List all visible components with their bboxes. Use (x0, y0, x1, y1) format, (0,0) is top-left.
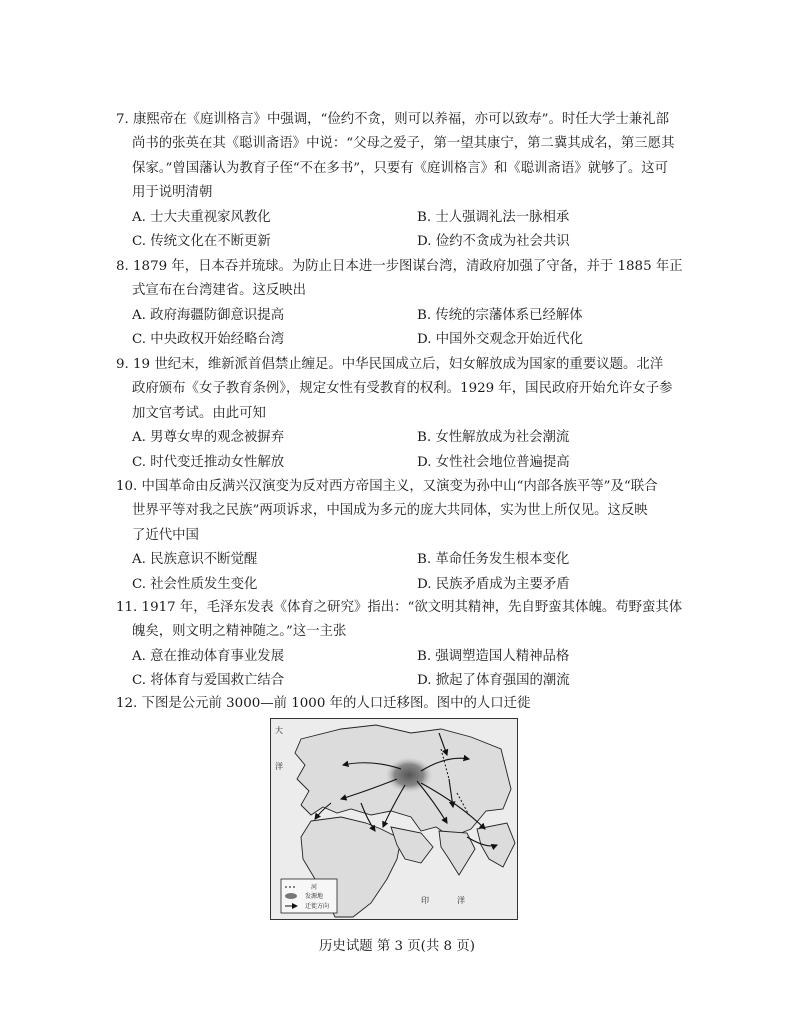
question-stem-line: 魄矣，则文明之精神随之。”这一主张 (132, 624, 347, 640)
map-label-indian-ocean-2: 洋 (457, 896, 465, 905)
question-stem-line: 用于说明清朝 (132, 185, 213, 201)
option-d[interactable]: D. 掀起了体育强国的潮流 (417, 673, 570, 689)
option-c[interactable]: C. 时代变迁推动女性解放 (132, 454, 285, 470)
map-label-ocean-left-2: 洋 (275, 762, 283, 771)
option-c[interactable]: C. 将体育与爱国救亡结合 (132, 673, 285, 689)
options (116, 304, 691, 353)
option-d[interactable]: D. 女性社会地位普遍提高 (417, 454, 570, 470)
option-c[interactable]: C. 中央政权开始经略台湾 (132, 332, 285, 348)
question-8 (116, 255, 691, 353)
option-a[interactable]: A. 意在推动体育事业发展 (132, 648, 285, 664)
question-stem-line: 尚书的张英在其《聪训斋语》中说：“父母之爱子，第一望其康宁，第二冀其成名，第三愿其 (132, 136, 675, 152)
legend-label-river: 河 (311, 884, 318, 891)
question-stem-line: 了近代中国 (132, 527, 199, 543)
question-stem-line: 式宣布在台湾建省。这反映出 (132, 283, 307, 299)
map-drawing (271, 719, 517, 919)
option-a[interactable]: A. 士大夫重视家风教化 (132, 209, 271, 225)
option-b[interactable]: B. 强调塑造国人精神品格 (417, 648, 570, 664)
options (116, 206, 691, 255)
question-stem: 10. 中国革命由反满兴汉演变为反对西方帝国主义，又演变为孙中山“内部各族平等”及“联合 (116, 479, 658, 494)
question-7 (116, 108, 691, 254)
page-footer: 历史试题 第 3 页(共 8 页) (319, 939, 475, 954)
question-10 (116, 475, 691, 597)
legend-label-direction: 迁徙方向 (305, 903, 330, 910)
legend-label-origin: 发源地 (305, 893, 324, 900)
question-stem: 8. 1879 年，日本吞并琉球。为防止日本进一步图谋台湾，清政府加强了守备，并于 1885 年正 (116, 259, 683, 274)
option-b[interactable]: B. 士人强调礼法一脉相承 (417, 209, 570, 225)
option-a[interactable]: A. 民族意识不断觉醒 (132, 552, 258, 568)
option-d[interactable]: D. 俭约不贪成为社会共识 (417, 234, 570, 250)
option-d[interactable]: D. 民族矛盾成为主要矛盾 (417, 576, 570, 592)
question-stem-line: 加文官考试。由此可知 (132, 405, 266, 421)
options (116, 548, 691, 597)
option-c[interactable]: C. 传统文化在不断更新 (132, 234, 271, 250)
map-label-indian-ocean: 印 (421, 896, 429, 905)
option-d[interactable]: D. 中国外交观念开始近代化 (417, 332, 584, 348)
question-11 (116, 596, 691, 694)
question-12 (116, 692, 691, 716)
option-b[interactable]: B. 革命任务发生根本变化 (417, 552, 570, 568)
question-stem: 7. 康熙帝在《庭训格言》中强调，“俭约不贪，则可以养福，亦可以致寿”。时任大学士兼礼部 (116, 112, 669, 127)
migration-map (270, 718, 518, 920)
options (116, 645, 691, 694)
option-b[interactable]: B. 女性解放成为社会潮流 (417, 430, 570, 446)
question-stem: 11. 1917 年，毛泽东发表《体育之研究》指出：“欲文明其精神，先自野蛮其体魄。苟野蛮其体 (116, 600, 683, 615)
origin-region (385, 757, 433, 793)
question-stem-line: 保家。”曾国藩认为教育子侄“不在多书”，只要有《庭训格言》和《聪训斋语》就够了。这可 (132, 160, 669, 176)
option-a[interactable]: A. 男尊女卑的观念被摒弃 (132, 430, 285, 446)
options (116, 426, 691, 475)
option-b[interactable]: B. 传统的宗藩体系已经解体 (417, 307, 583, 323)
question-9 (116, 353, 691, 475)
map-label-ocean-left: 大 (275, 726, 283, 735)
option-c[interactable]: C. 社会性质发生变化 (132, 576, 258, 592)
question-stem-line: 政府颁布《女子教育条例》，规定女性有受教育的权利。1929 年，国民政府开始允许女子参 (132, 381, 673, 397)
question-stem: 12. 下图是公元前 3000—前 1000 年的人口迁移图。图中的人口迁徙 (116, 696, 531, 711)
question-stem: 9. 19 世纪末，维新派首倡禁止缠足。中华民国成立后，妇女解放成为国家的重要议题。北洋 (116, 357, 664, 372)
option-a[interactable]: A. 政府海疆防御意识提高 (132, 307, 285, 323)
question-stem-line: 世界平等对我之民族”两项诉求，中国成为多元的庞大共同体，实为世上所仅见。这反映 (132, 503, 648, 519)
